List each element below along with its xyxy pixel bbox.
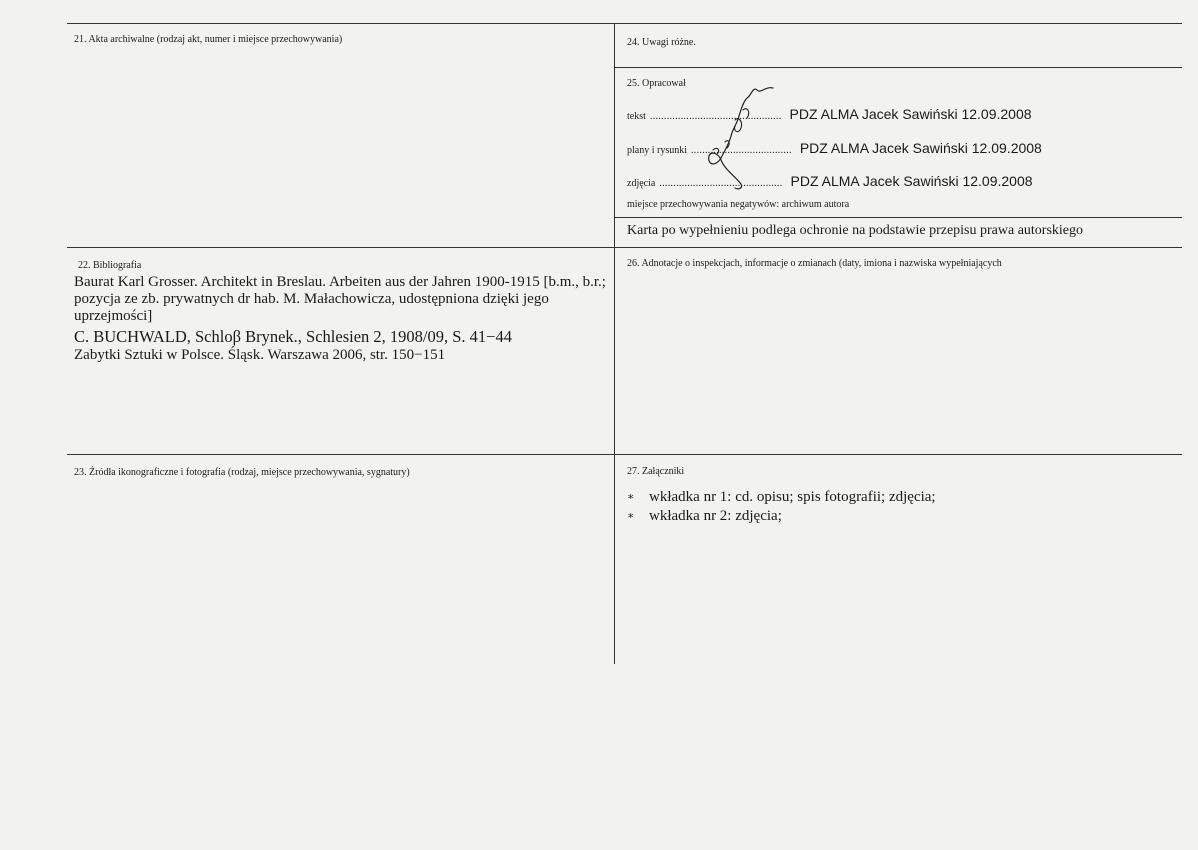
credit-label-photos: zdjęcia xyxy=(627,178,656,189)
row-divider-1 xyxy=(67,247,1182,248)
top-border xyxy=(67,23,1182,24)
bullet-asterisk: ∗ xyxy=(627,510,635,523)
credit-value-photos: PDZ ALMA Jacek Sawiński 12.09.2008 xyxy=(790,173,1033,189)
handwritten-signature xyxy=(695,80,785,190)
section-27-label: 27. Załączniki xyxy=(627,466,685,477)
credit-dots-text: ............................................... xyxy=(649,111,782,122)
credit-label-text: tekst xyxy=(627,111,646,122)
divider-24-25 xyxy=(614,67,1182,68)
credit-row-photos xyxy=(627,173,1033,189)
section-23-label: 23. Źródła ikonograficzne i fotografia (rodzaj, miejsce przechowywania, sygnatury) xyxy=(74,467,410,478)
credit-value-plans: PDZ ALMA Jacek Sawiński 12.09.2008 xyxy=(799,140,1042,156)
section-21-label: 21. Akta archiwalne (rodzaj akt, numer i miejsce przechowywania) xyxy=(74,34,343,45)
list-item xyxy=(627,488,936,507)
section-25-label: 25. Opracował xyxy=(627,78,686,89)
section-24-label: 24. Uwagi różne. xyxy=(627,37,696,48)
credit-row-plans xyxy=(627,140,1042,156)
credit-label-plans: plany i rysunki xyxy=(627,145,687,156)
divider-25-copyright xyxy=(614,217,1182,218)
copyright-note: Karta po wypełnieniu podlega ochronie na podstawie przepisu prawa autorskiego xyxy=(627,223,1084,238)
attachment-1: wkładka nr 1: cd. opisu; spis fotografii; zdjęcia; xyxy=(649,489,936,505)
row-divider-2 xyxy=(67,454,1182,455)
attachments-list xyxy=(627,488,936,526)
section-22-label: 22. Bibliografia xyxy=(78,260,142,271)
credit-dots-photos: ............................................ xyxy=(659,178,783,189)
bullet-asterisk: ∗ xyxy=(627,491,635,504)
bibliography-entry-1: Baurat Karl Grosser. Architekt in Breslau. Arbeiten aus der Jahren 1900-1915 [b.m., b.r.; pozycja ze zb. prywatnych dr hab. M. Małachowicza, udostępniona dzięki jego uprzejmości] xyxy=(74,274,606,324)
bibliography-entry-2: C. BUCHWALD, Schloβ Brynek., Schlesien 2, 1908/09, S. 41−44 xyxy=(74,327,512,346)
column-divider xyxy=(614,23,615,664)
negatives-location: miejsce przechowywania negatywów: archiwum autora xyxy=(627,199,850,210)
list-item xyxy=(627,507,936,526)
section-26-label: 26. Adnotacje o inspekcjach, informacje o zmianach (daty, imiona i nazwiska wypełniających xyxy=(627,258,1002,269)
attachment-2: wkładka nr 2: zdjęcia; xyxy=(649,508,782,525)
credit-value-text: PDZ ALMA Jacek Sawiński 12.09.2008 xyxy=(789,106,1032,122)
credit-dots-plans: .................................... xyxy=(691,145,792,156)
credit-row-text xyxy=(627,106,1032,122)
bibliography-entry-3: Zabytki Sztuki w Polsce. Śląsk. Warszawa 2006, str. 150−151 xyxy=(74,347,446,363)
